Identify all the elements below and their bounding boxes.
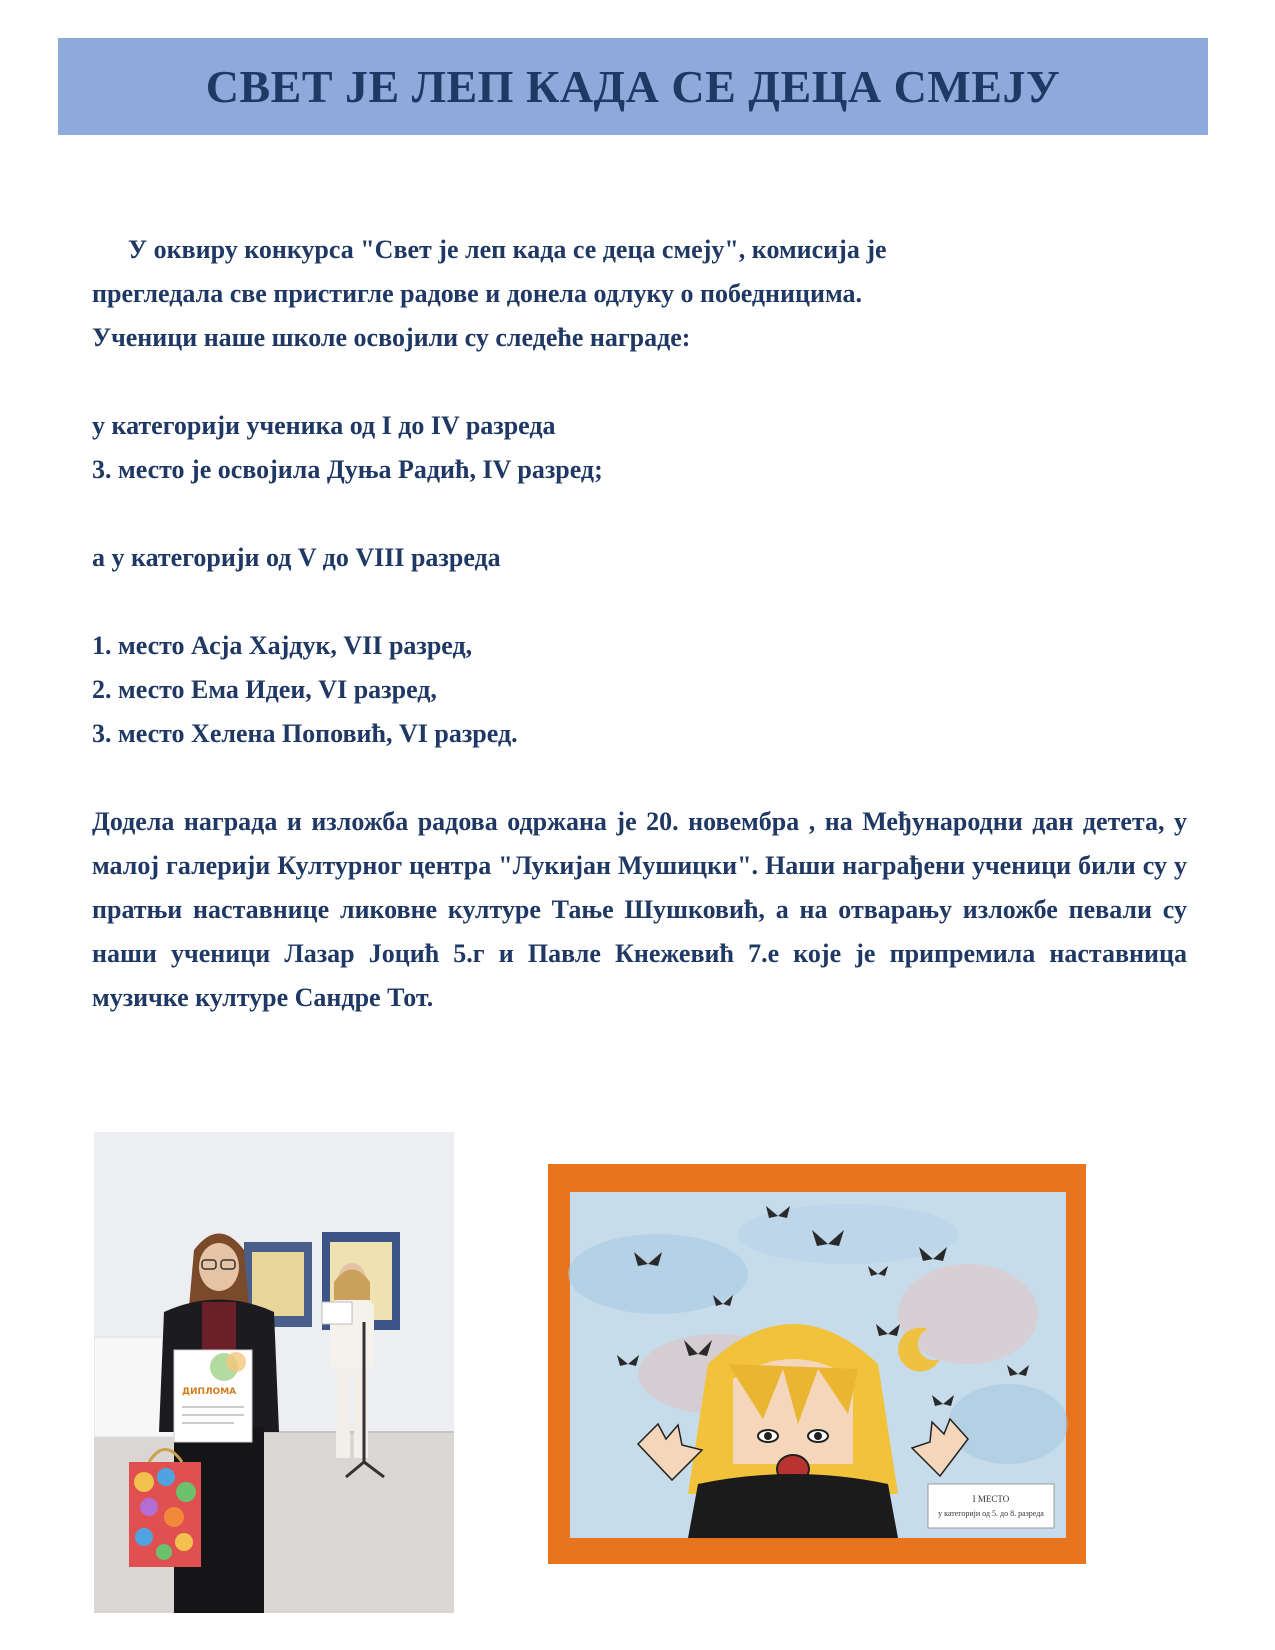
diploma-label: ДИПЛОМА <box>182 1387 237 1397</box>
category-heading: у категорији ученика од I до IV разреда <box>92 411 556 440</box>
closing-paragraph: Додела награда и изложба радова одржана је 20. новембра , на Међународни дан детета, у малој галерији Културног центра "Лукијан Мушицки". Наши награђени ученици били су у пратњи наставнице ликовне културе Тање Шушковић, а на отварању изложбе певали су наши ученици Лазар Јоцић 5.г и Павле Кнежевић 7.е које је припремила наставница музичке културе Сандре Тот. <box>92 807 1187 1012</box>
intro-line: У оквиру конкурса "Свет је леп када се деца смеју", комисија је <box>128 235 887 264</box>
intro-line: Ученици наше школе освојили су следеће награде: <box>92 323 691 352</box>
winning-drawing <box>548 1164 1086 1564</box>
drawing-category-label: у категорији од 5. до 8. разреда <box>938 1509 1044 1518</box>
drawing-image <box>548 1164 1086 1564</box>
winner-line: 3. место је освојила Дуња Радић, IV разред; <box>92 455 603 484</box>
drawing-place-label: I МЕСТО <box>972 1494 1010 1504</box>
ceremony-photo-image <box>94 1132 454 1613</box>
winner-line: 1. место Асја Хајдук, VII разред, <box>92 631 473 660</box>
page-title: СВЕТ ЈЕ ЛЕП КАДА СЕ ДЕЦА СМЕЈУ <box>205 61 1061 112</box>
winner-line: 2. место Ема Идеи, VI разред, <box>92 675 437 704</box>
title-banner <box>58 38 1208 135</box>
ceremony-photo <box>94 1132 454 1613</box>
category-heading: а у категорији од V до VIII разреда <box>92 543 501 572</box>
article-body <box>92 228 1187 1020</box>
winner-line: 3. место Хелена Поповић, VI разред. <box>92 719 518 748</box>
intro-line: прегледала све пристигле радове и донела одлуку о победницима. <box>92 279 862 308</box>
